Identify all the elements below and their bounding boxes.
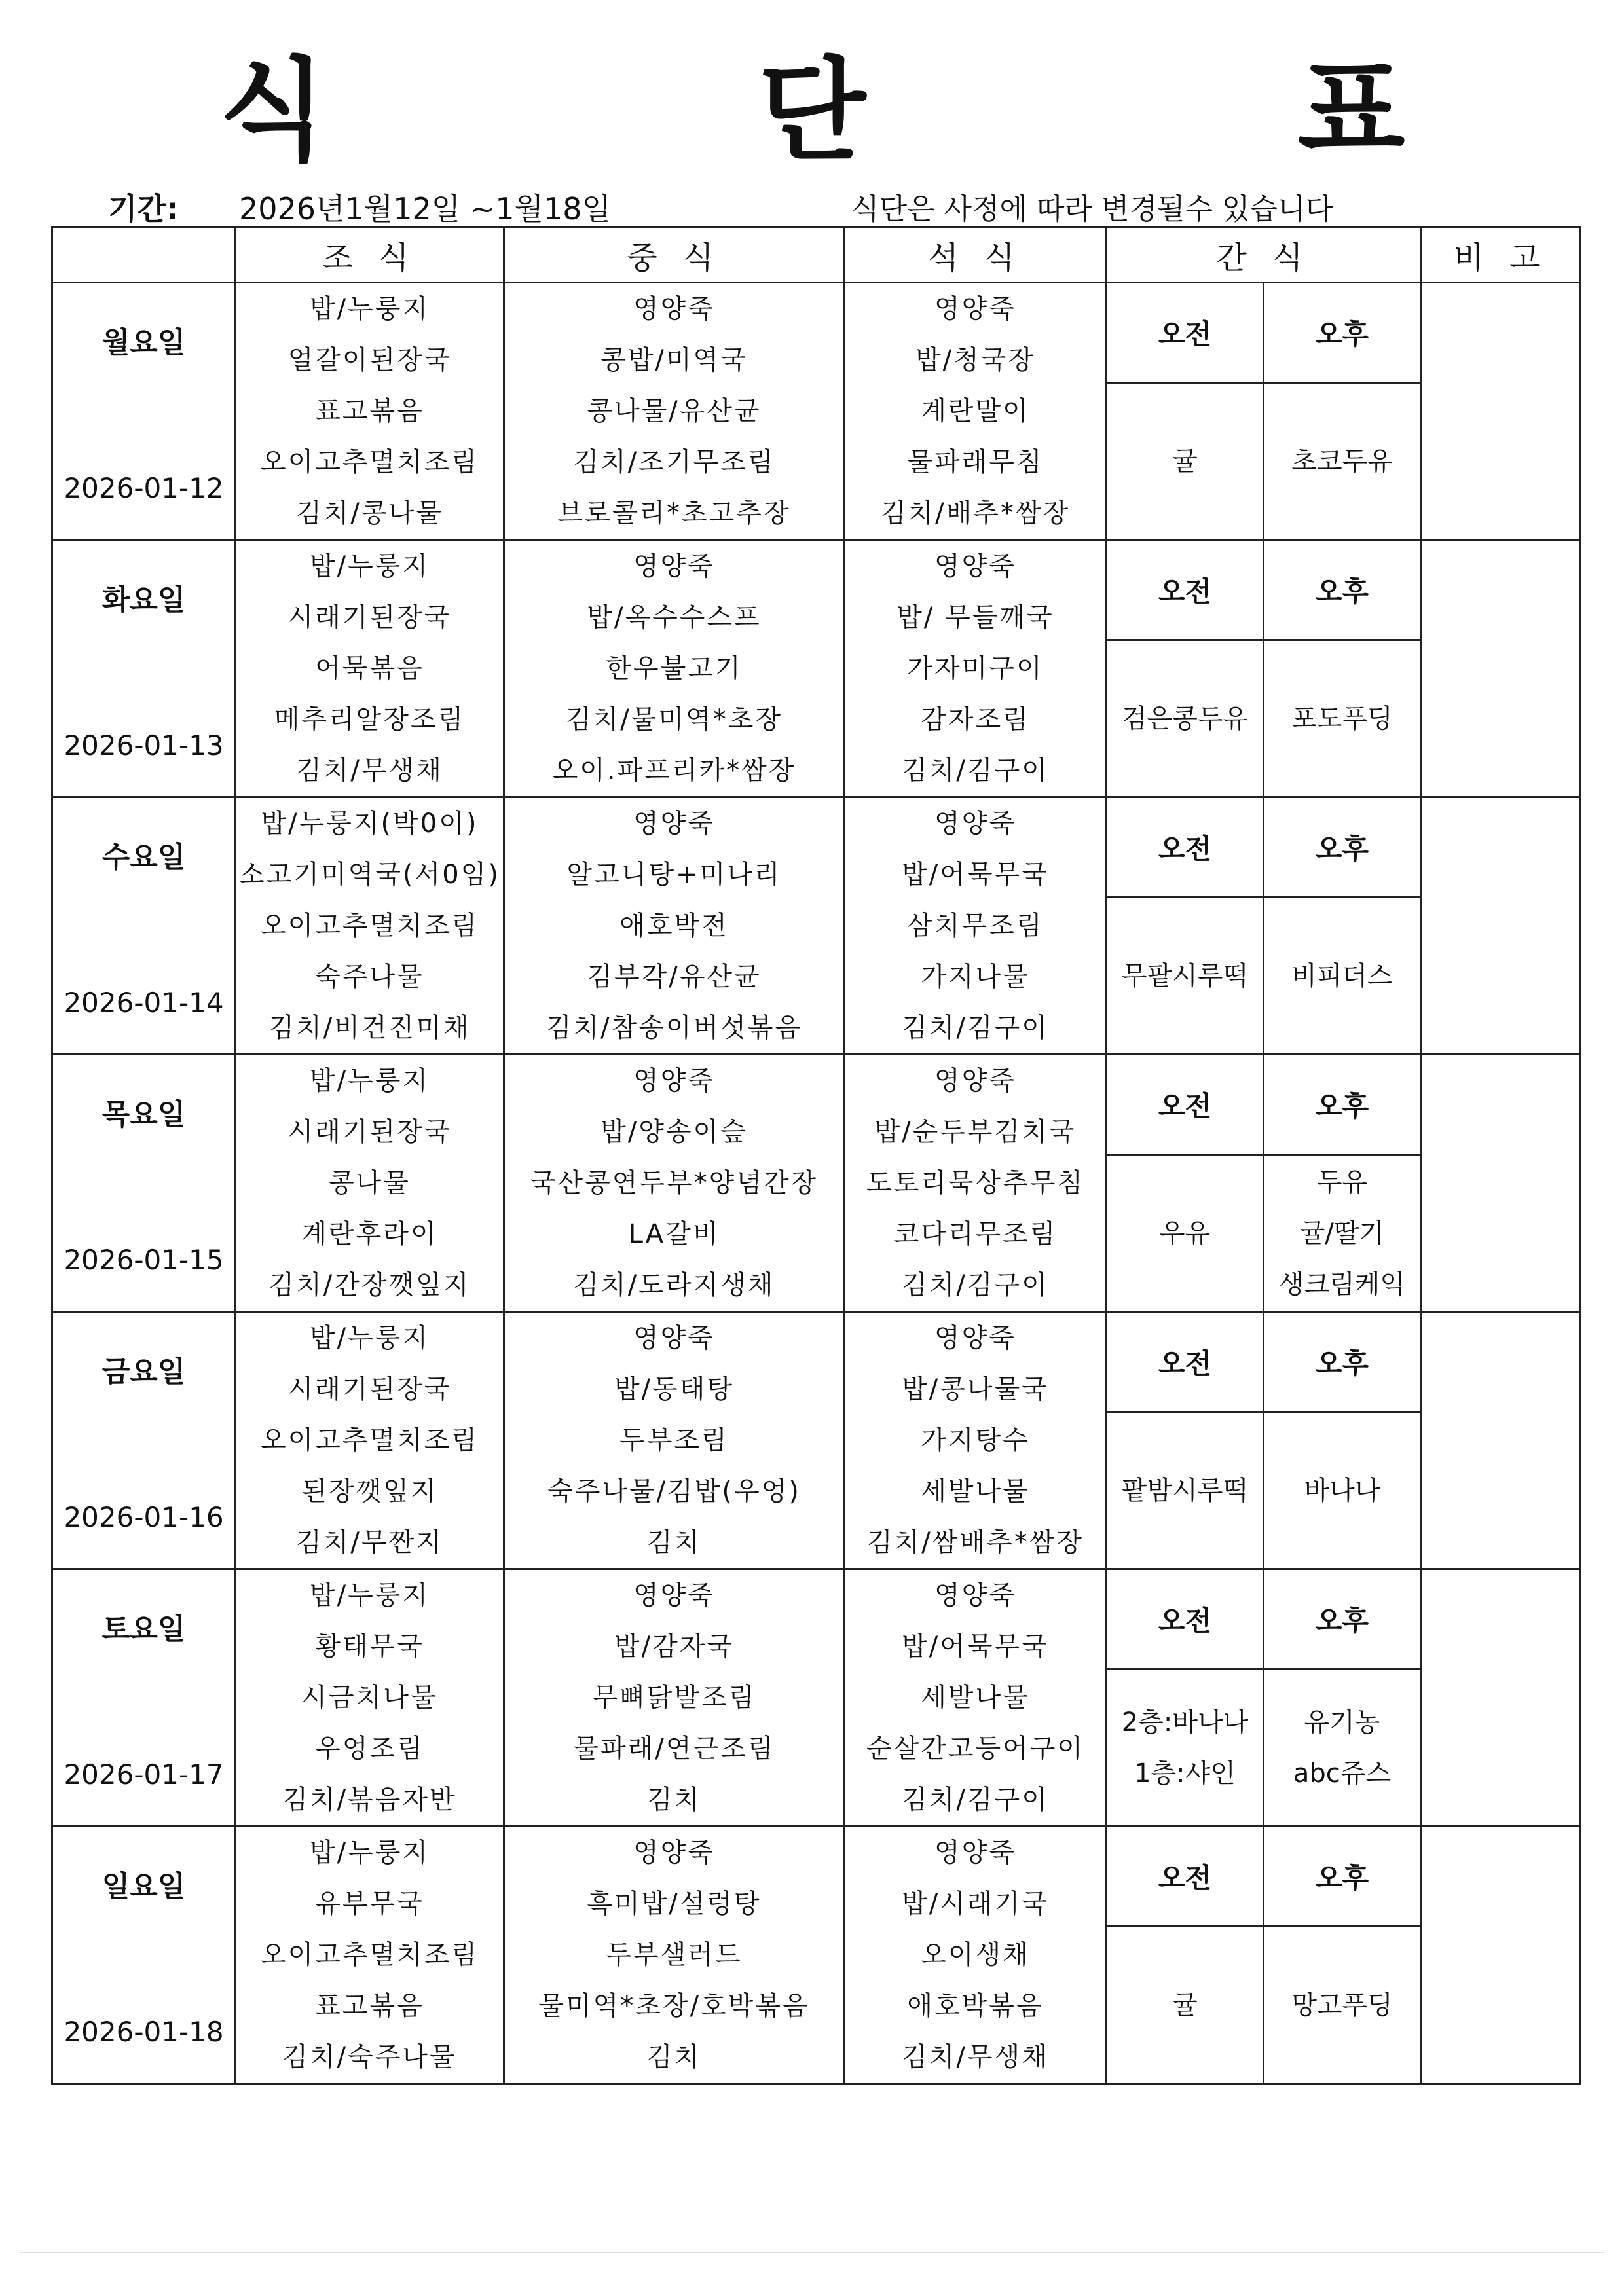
- dinner-item: 밥/시래기국: [902, 1889, 1049, 1919]
- menu-table: [51, 226, 1581, 2085]
- dinner-item: 밥/콩나물국: [902, 1374, 1049, 1404]
- lunch-item: 김치: [646, 2042, 702, 2072]
- snack-table: [1107, 1570, 1420, 1825]
- breakfast-item: 시래기된장국: [287, 602, 452, 632]
- snack-pm-item: 망고푸딩: [1291, 1990, 1393, 2020]
- snack-table: [1107, 1313, 1420, 1568]
- lunch-item: 한우불고기: [606, 653, 743, 683]
- lunch-item: 영양죽: [633, 809, 715, 839]
- snack-am-item: 팥밤시루떡: [1121, 1475, 1249, 1506]
- snack-pm-label: 오후: [1264, 1827, 1420, 1927]
- lunch-item: 알고니탕+미나리: [566, 860, 782, 890]
- snack-table: [1107, 1827, 1420, 2083]
- snack-pm: [1264, 1155, 1420, 1311]
- lunch-item: 김치: [646, 1785, 702, 1815]
- dinner-item: 삼치무조림: [907, 911, 1044, 941]
- day-date: 2026-01-15: [64, 1243, 224, 1276]
- snack-cell: [1107, 283, 1421, 540]
- snack-am: [1107, 640, 1264, 797]
- lunch-cell: [504, 283, 845, 540]
- snack-am-item: 검은콩두유: [1121, 703, 1249, 734]
- snack-pm-label: 오후: [1264, 798, 1420, 898]
- snack-item-row: [1107, 1412, 1420, 1569]
- breakfast-item: 밥/누룽지: [309, 551, 430, 581]
- snack-am-label: 오전: [1107, 798, 1264, 898]
- lunch-item: 국산콩연두부*양념간장: [530, 1168, 819, 1198]
- day-name: 금요일: [101, 1355, 186, 1389]
- header-row: [52, 227, 1581, 283]
- snack-pm-item: 귤/딸기: [1299, 1218, 1385, 1248]
- snack-am-item: 우유: [1159, 1218, 1211, 1248]
- breakfast-item: 숙주나물: [315, 962, 424, 992]
- snack-pm-label: 오후: [1264, 1313, 1420, 1412]
- snack-pm-item: 포도푸딩: [1291, 703, 1393, 734]
- dinner-item: 세발나물: [921, 1476, 1030, 1506]
- snack-cell: [1107, 540, 1421, 797]
- header-remarks: 비 고: [1421, 227, 1581, 283]
- breakfast-item: 시금치나물: [301, 1683, 438, 1713]
- lunch-item: 영양죽: [633, 1580, 715, 1611]
- snack-pm-label: 오후: [1264, 1570, 1420, 1669]
- day-date: 2026-01-17: [64, 1758, 224, 1791]
- snack-pm-item: 바나나: [1304, 1475, 1380, 1506]
- snack-item-row: [1107, 383, 1420, 539]
- lunch-item: 영양죽: [633, 294, 715, 324]
- snack-cell: [1107, 1312, 1421, 1569]
- snack-pm-item: 두유: [1316, 1167, 1368, 1197]
- breakfast-item: 우엉조림: [315, 1734, 424, 1764]
- dinner-item: 세발나물: [921, 1683, 1030, 1713]
- breakfast-item: 밥/누룽지: [309, 1580, 430, 1611]
- snack-am-label: 오전: [1107, 283, 1264, 383]
- breakfast-item: 유부무국: [315, 1889, 424, 1919]
- remarks-cell: [1421, 1827, 1581, 2084]
- breakfast-item: 김치/볶음자반: [282, 1785, 457, 1815]
- breakfast-item: 밥/누룽지: [309, 1066, 430, 1096]
- breakfast-item: 오이고추멸치조림: [260, 447, 479, 477]
- day-cell: [52, 1569, 236, 1827]
- snack-label-row: [1107, 1313, 1420, 1412]
- day-row: [52, 797, 1581, 1055]
- lunch-item: 물미역*초장/호박볶음: [538, 1991, 810, 2021]
- dinner-item: 영양죽: [934, 1323, 1016, 1353]
- day-date: 2026-01-14: [64, 986, 224, 1019]
- lunch-item: 콩나물/유산균: [587, 396, 762, 426]
- day-row: [52, 1569, 1581, 1827]
- snack-am-item: 2층:바나나: [1121, 1707, 1249, 1738]
- breakfast-item: 얼갈이된장국: [287, 345, 452, 375]
- dinner-item: 영양죽: [934, 809, 1016, 839]
- snack-pm: [1264, 898, 1420, 1054]
- dinner-item: 물파래무침: [907, 447, 1044, 477]
- snack-pm: [1264, 1669, 1420, 1826]
- breakfast-cell: [236, 1827, 504, 2084]
- lunch-item: 두부조림: [619, 1425, 729, 1455]
- breakfast-item: 시래기된장국: [287, 1374, 452, 1404]
- lunch-item: 밥/옥수수스프: [587, 602, 762, 632]
- lunch-item: 영양죽: [633, 1066, 715, 1096]
- day-row: [52, 1055, 1581, 1312]
- lunch-item: 김치/도라지생채: [573, 1270, 775, 1300]
- snack-am: [1107, 1412, 1264, 1569]
- dinner-item: 김치/김구이: [902, 756, 1049, 786]
- lunch-item: 흑미밥/설렁탕: [587, 1889, 762, 1919]
- snack-item-row: [1107, 640, 1420, 797]
- dinner-item: 가지나물: [921, 962, 1030, 992]
- lunch-cell: [504, 1055, 845, 1312]
- snack-cell: [1107, 1569, 1421, 1827]
- lunch-item: 김치: [646, 1527, 702, 1558]
- snack-item-row: [1107, 898, 1420, 1054]
- snack-table: [1107, 798, 1420, 1053]
- dinner-item: 감자조림: [921, 704, 1030, 735]
- day-name: 목요일: [101, 1097, 186, 1131]
- lunch-item: 밥/양송이슾: [600, 1117, 748, 1147]
- remarks-cell: [1421, 1569, 1581, 1827]
- dinner-cell: [845, 1569, 1107, 1827]
- lunch-cell: [504, 540, 845, 797]
- breakfast-item: 밥/누룽지: [309, 1838, 430, 1868]
- header-lunch: 중 식: [504, 227, 845, 283]
- dinner-item: 밥/ 무들깨국: [896, 602, 1054, 632]
- lunch-item: 콩밥/미역국: [600, 345, 748, 375]
- day-name: 일요일: [101, 1869, 186, 1903]
- header-day: [52, 227, 236, 283]
- breakfast-cell: [236, 1312, 504, 1569]
- lunch-item: 영양죽: [633, 1323, 715, 1353]
- dinner-item: 애호박볶음: [907, 1991, 1044, 2021]
- day-name: 토요일: [101, 1612, 186, 1646]
- snack-am: [1107, 1669, 1264, 1826]
- breakfast-item: 콩나물: [329, 1168, 411, 1198]
- snack-label-row: [1107, 1570, 1420, 1669]
- dinner-item: 밥/청국장: [915, 345, 1036, 375]
- lunch-item: 영양죽: [633, 551, 715, 581]
- snack-am: [1107, 898, 1264, 1054]
- snack-am-label: 오전: [1107, 1570, 1264, 1669]
- snack-am-label: 오전: [1107, 541, 1264, 640]
- breakfast-item: 오이고추멸치조림: [260, 1425, 479, 1455]
- snack-am-label: 오전: [1107, 1313, 1264, 1412]
- dinner-item: 영양죽: [934, 1580, 1016, 1611]
- dinner-cell: [845, 1827, 1107, 2084]
- dinner-item: 오이생채: [921, 1940, 1030, 1970]
- dinner-item: 가자미구이: [907, 653, 1044, 683]
- snack-am-item: 귤: [1172, 446, 1198, 477]
- header-breakfast: 조 식: [236, 227, 504, 283]
- snack-item-row: [1107, 1155, 1420, 1311]
- snack-item-row: [1107, 1927, 1420, 2083]
- snack-am: [1107, 1927, 1264, 2083]
- dinner-item: 밥/어묵무국: [902, 1631, 1049, 1662]
- snack-label-row: [1107, 798, 1420, 898]
- snack-table: [1107, 283, 1420, 539]
- breakfast-item: 시래기된장국: [287, 1117, 452, 1147]
- dinner-item: 코다리무조림: [893, 1219, 1058, 1249]
- dinner-item: 김치/김구이: [902, 1013, 1049, 1043]
- snack-pm-item: 초코두유: [1291, 446, 1393, 477]
- snack-am-item: 1층:샤인: [1134, 1758, 1236, 1789]
- change-notice: 식단은 사정에 따라 변경될수 있습니다: [851, 192, 1334, 226]
- snack-cell: [1107, 797, 1421, 1055]
- breakfast-item: 밥/누룽지: [309, 294, 430, 324]
- snack-pm-item: abc쥬스: [1293, 1758, 1392, 1789]
- dinner-item: 김치/무생채: [902, 2042, 1049, 2072]
- lunch-item: 김치/조기무조림: [573, 447, 775, 477]
- snack-label-row: [1107, 283, 1420, 383]
- menu-body: [52, 283, 1581, 2084]
- dinner-item: 밥/순두부김치국: [874, 1117, 1077, 1147]
- day-date: 2026-01-18: [64, 2015, 224, 2048]
- breakfast-item: 오이고추멸치조림: [260, 1940, 479, 1970]
- lunch-item: 영양죽: [633, 1838, 715, 1868]
- snack-table: [1107, 1055, 1420, 1311]
- snack-cell: [1107, 1055, 1421, 1312]
- breakfast-cell: [236, 540, 504, 797]
- dinner-item: 김치/쌈배추*쌈장: [867, 1527, 1084, 1558]
- day-name: 월요일: [101, 325, 186, 359]
- breakfast-item: 김치/비건진미채: [268, 1013, 471, 1043]
- breakfast-cell: [236, 797, 504, 1055]
- dinner-item: 영양죽: [934, 551, 1016, 581]
- day-name: 화요일: [101, 583, 186, 617]
- page-title: 식 단 표: [219, 46, 1602, 176]
- snack-am: [1107, 383, 1264, 539]
- day-cell: [52, 283, 236, 540]
- breakfast-item: 된장깻잎지: [301, 1476, 438, 1506]
- dinner-item: 영양죽: [934, 1066, 1016, 1096]
- day-row: [52, 540, 1581, 797]
- lunch-item: 숙주나물/김밥(우엉): [547, 1476, 801, 1506]
- dinner-item: 김치/김구이: [902, 1270, 1049, 1300]
- breakfast-cell: [236, 283, 504, 540]
- remarks-cell: [1421, 797, 1581, 1055]
- snack-label-row: [1107, 1827, 1420, 1927]
- snack-pm-item: 비피더스: [1291, 960, 1393, 991]
- breakfast-item: 밥/누룽지(박0이): [261, 809, 479, 839]
- breakfast-item: 김치/무생채: [296, 756, 443, 786]
- dinner-item: 영양죽: [934, 1838, 1016, 1868]
- snack-am-item: 귤: [1172, 1990, 1198, 2020]
- dinner-cell: [845, 1055, 1107, 1312]
- dinner-item: 순살간고등어구이: [866, 1734, 1085, 1764]
- lunch-cell: [504, 1569, 845, 1827]
- lunch-item: 오이.파프리카*쌈장: [552, 756, 796, 786]
- snack-pm: [1264, 1927, 1420, 2083]
- lunch-item: 물파래/연근조림: [573, 1734, 775, 1764]
- breakfast-item: 김치/간장깻잎지: [268, 1270, 471, 1300]
- breakfast-item: 밥/누룽지: [309, 1323, 430, 1353]
- dinner-item: 계란말이: [921, 396, 1030, 426]
- snack-am-item: 무팥시루떡: [1121, 960, 1249, 991]
- day-cell: [52, 1827, 236, 2084]
- day-row: [52, 283, 1581, 540]
- snack-item-row: [1107, 1669, 1420, 1826]
- lunch-item: 김부각/유산균: [587, 962, 762, 992]
- snack-label-row: [1107, 1055, 1420, 1155]
- remarks-cell: [1421, 283, 1581, 540]
- day-date: 2026-01-12: [64, 471, 224, 504]
- snack-am-label: 오전: [1107, 1827, 1264, 1927]
- breakfast-item: 김치/콩나물: [296, 498, 443, 528]
- footer-rule: [20, 2252, 1604, 2253]
- dinner-item: 밥/어묵무국: [902, 860, 1049, 890]
- breakfast-item: 계란후라이: [301, 1219, 438, 1249]
- day-row: [52, 1312, 1581, 1569]
- dinner-item: 김치/김구이: [902, 1785, 1049, 1815]
- breakfast-item: 표고볶음: [315, 1991, 424, 2021]
- lunch-item: 두부샐러드: [606, 1940, 743, 1970]
- breakfast-item: 김치/숙주나물: [282, 2042, 457, 2072]
- lunch-cell: [504, 1312, 845, 1569]
- breakfast-item: 소고기미역국(서0임): [239, 860, 500, 890]
- lunch-item: 김치/물미역*초장: [566, 704, 783, 735]
- breakfast-cell: [236, 1055, 504, 1312]
- day-name: 수요일: [101, 840, 186, 874]
- dinner-cell: [845, 1312, 1107, 1569]
- breakfast-item: 메추리알장조림: [274, 704, 466, 735]
- dinner-item: 영양죽: [934, 294, 1016, 324]
- snack-label-row: [1107, 541, 1420, 640]
- day-cell: [52, 1055, 236, 1312]
- snack-pm: [1264, 640, 1420, 797]
- period-range: 2026년1월12일 ~1월18일: [239, 191, 612, 227]
- day-cell: [52, 1312, 236, 1569]
- breakfast-item: 어묵볶음: [315, 653, 424, 683]
- header-snack: 간 식: [1107, 227, 1421, 283]
- breakfast-item: 표고볶음: [315, 396, 424, 426]
- day-date: 2026-01-13: [64, 729, 224, 761]
- day-cell: [52, 797, 236, 1055]
- lunch-cell: [504, 797, 845, 1055]
- snack-pm-label: 오후: [1264, 541, 1420, 640]
- dinner-item: 도토리묵상추무침: [866, 1168, 1085, 1198]
- snack-pm-item: 유기농: [1304, 1707, 1380, 1738]
- lunch-item: 김치/참송이버섯볶음: [545, 1013, 803, 1043]
- day-date: 2026-01-16: [64, 1501, 224, 1533]
- snack-am: [1107, 1155, 1264, 1311]
- breakfast-item: 김치/무짠지: [296, 1527, 443, 1558]
- snack-cell: [1107, 1827, 1421, 2084]
- remarks-cell: [1421, 1312, 1581, 1569]
- lunch-item: 밥/감자국: [614, 1631, 735, 1662]
- remarks-cell: [1421, 1055, 1581, 1312]
- breakfast-item: 오이고추멸치조림: [260, 911, 479, 941]
- dinner-cell: [845, 540, 1107, 797]
- snack-pm-label: 오후: [1264, 1055, 1420, 1155]
- header-dinner: 석 식: [845, 227, 1107, 283]
- dinner-cell: [845, 283, 1107, 540]
- lunch-item: 브로콜리*초고추장: [557, 498, 791, 528]
- snack-am-label: 오전: [1107, 1055, 1264, 1155]
- snack-pm: [1264, 383, 1420, 539]
- dinner-cell: [845, 797, 1107, 1055]
- breakfast-item: 황태무국: [315, 1631, 424, 1662]
- snack-pm: [1264, 1412, 1420, 1569]
- dinner-item: 김치/배추*쌈장: [880, 498, 1071, 528]
- period-label: 기간:: [108, 191, 179, 227]
- lunch-item: 무뼈닭발조림: [592, 1683, 756, 1713]
- lunch-item: 애호박전: [619, 911, 729, 941]
- day-cell: [52, 540, 236, 797]
- snack-table: [1107, 541, 1420, 796]
- day-row: [52, 1827, 1581, 2084]
- dinner-item: 가지탕수: [921, 1425, 1030, 1455]
- snack-pm-item: 생크림케익: [1278, 1269, 1406, 1300]
- lunch-item: LA갈비: [628, 1219, 720, 1249]
- remarks-cell: [1421, 540, 1581, 797]
- snack-pm-label: 오후: [1264, 283, 1420, 383]
- lunch-item: 밥/동태탕: [614, 1374, 735, 1404]
- lunch-cell: [504, 1827, 845, 2084]
- breakfast-cell: [236, 1569, 504, 1827]
